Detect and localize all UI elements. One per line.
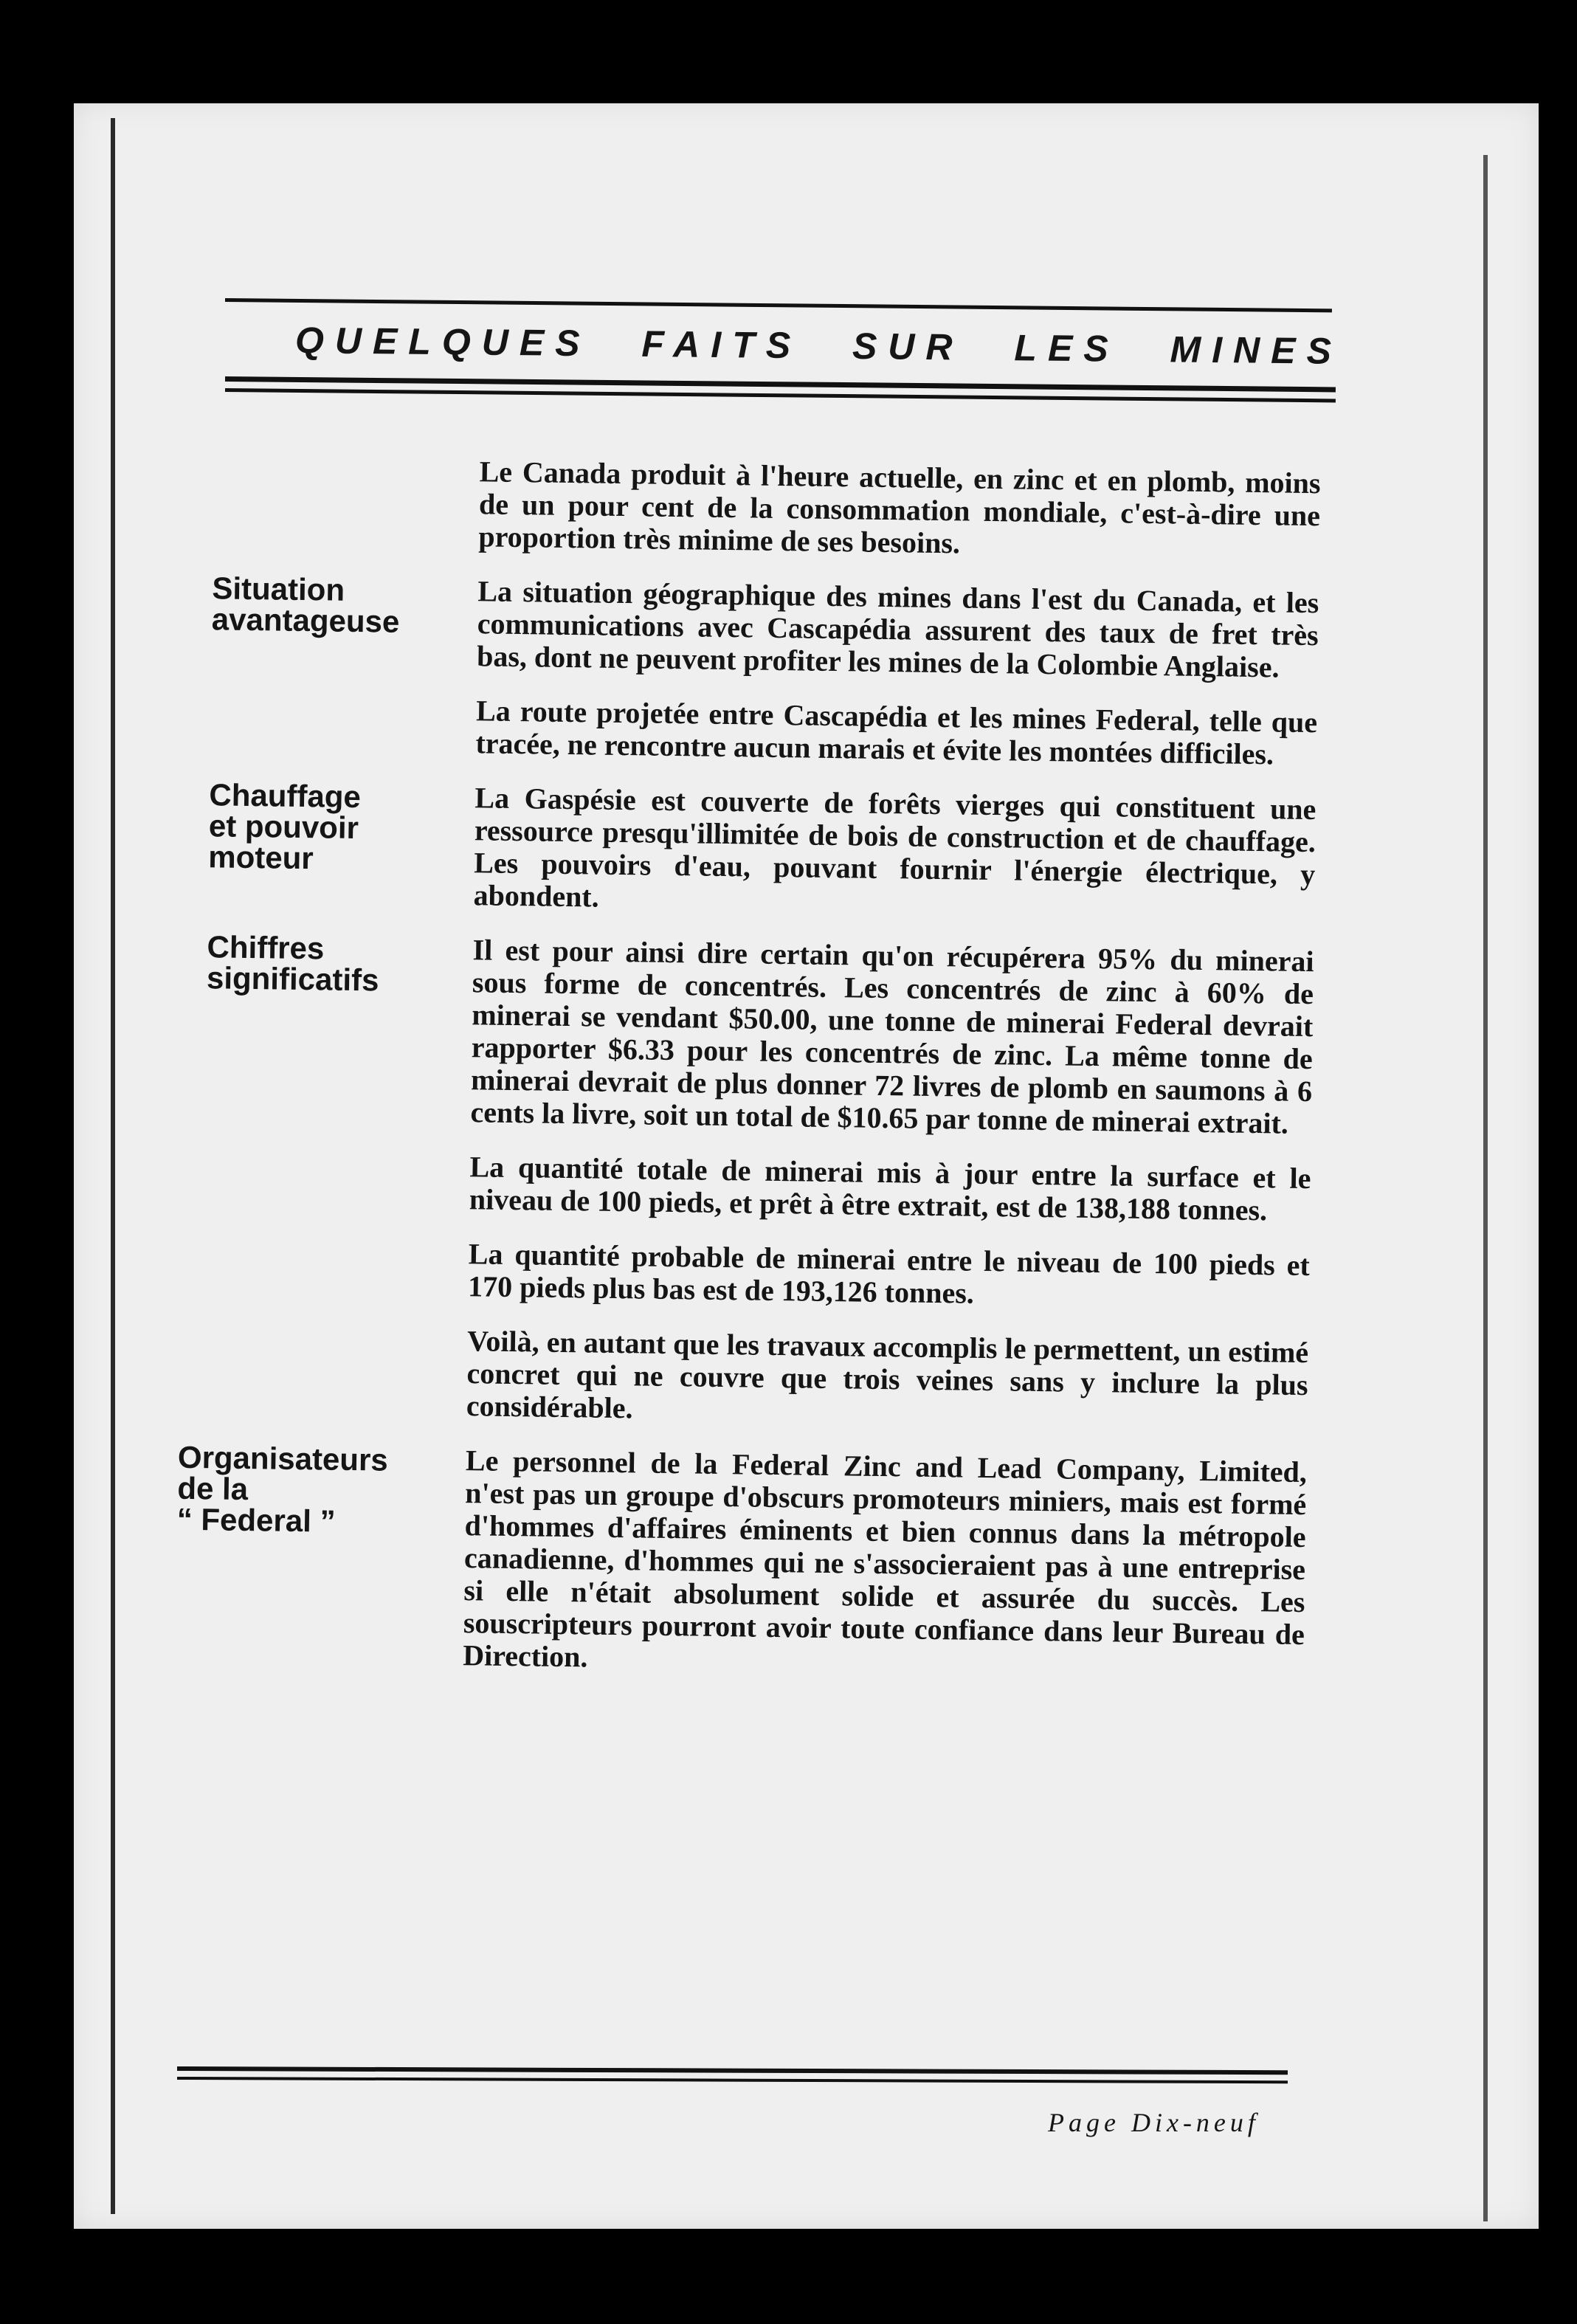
section-row bbox=[190, 930, 1336, 1141]
page-title: QUELQUES FAITS SUR LES MINES bbox=[294, 320, 1343, 372]
section-paragraph: La Gaspésie est couverte de forêts vierges qui constituent une ressource presqu'illimitée de bois de construction et de chauffage. Les pouvoirs d'eau, pouvant fournir l'énergie électrique, y abondent. bbox=[473, 781, 1317, 914]
section-row bbox=[196, 571, 1342, 685]
section-row bbox=[193, 778, 1338, 924]
section-paragraph: La quantité probable de minerai entre le niveau de 100 pieds et 170 pieds plus bas est de 193,126 tonnes. bbox=[467, 1237, 1311, 1310]
section-paragraph: La quantité totale de minerai mis à jour entre la surface et le niveau de 100 pieds, et prêt à être extrait, est de 138,188 tonnes. bbox=[469, 1150, 1311, 1227]
section-row bbox=[198, 452, 1343, 565]
page-left-edge bbox=[111, 118, 115, 2214]
page-content bbox=[176, 452, 1343, 1683]
section-sidenote bbox=[190, 1147, 470, 1152]
section-sidenote bbox=[187, 1321, 468, 1326]
page-number-label: Page Dix-neuf bbox=[1048, 2108, 1260, 2137]
section-row bbox=[186, 1321, 1331, 1435]
section-row bbox=[187, 1234, 1332, 1315]
section-paragraph: Le personnel de la Federal Zinc and Lead Company, Limited, n'est pas un groupe d'obscurs promoteurs miniers, mais est formé d'hommes d'affaires éminents et bien connus dans la métropole canadienne, d'hommes qui ne s'associeraient pas à une entreprise si elle n'était absolument solide et assurée du succès. Les souscripteurs pourront avoir toute confiance dans leur Bureau de Direction. bbox=[462, 1444, 1308, 1674]
section-sidenote: Situation avantageuse bbox=[211, 570, 400, 639]
section-sidenote bbox=[196, 691, 476, 696]
section-paragraph: La situation géographique des mines dans l'est du Canada, et les communications avec Cascapédia assurent des taux de fret très bas, dont ne peuvent profiter les mines de la Colombie Anglaise. bbox=[476, 574, 1319, 684]
section-paragraph: Il est pour ainsi dire certain qu'on récupérera 95% du minerai sous forme de concentrés. Les concentrés de zinc à 60% de minerai se vendant $50.00, une tonne de minerai Federal devrait rapporter $6.33 pour les concentrés de zinc. La même tonne de minerai devrait de plus donner 72 livres de plomb en saumons à 6 cents la livre, soit un total de $10.65 par tonne de minerai extrait. bbox=[470, 933, 1314, 1140]
section-sidenote: Organisateurs de la “ Federal ” bbox=[176, 1439, 389, 1539]
section-paragraph: Le Canada produit à l'heure actuelle, en zinc et en plomb, moins de un pour cent de la consommation mondiale, c'est-à-dire une proportion très minime de ses besoins. bbox=[478, 455, 1321, 560]
section-sidenote: Chiffres significatifs bbox=[206, 929, 379, 998]
section-sidenote: Chauffage et pouvoir moteur bbox=[208, 777, 362, 876]
section-paragraph: La route projetée entre Cascapédia et les mines Federal, telle que tracée, ne rencontre aucun marais et évite les montées difficiles. bbox=[475, 694, 1318, 771]
page-right-edge bbox=[1483, 155, 1488, 2221]
section-row bbox=[195, 691, 1339, 772]
section-paragraph: Voilà, en autant que les travaux accomplis le permettent, un estimé concret qui ne couvre que trois veines sans y inclure la plus considérable. bbox=[466, 1324, 1309, 1425]
section-sidenote bbox=[188, 1234, 469, 1239]
section-row bbox=[189, 1147, 1333, 1228]
section-row bbox=[176, 1439, 1329, 1684]
